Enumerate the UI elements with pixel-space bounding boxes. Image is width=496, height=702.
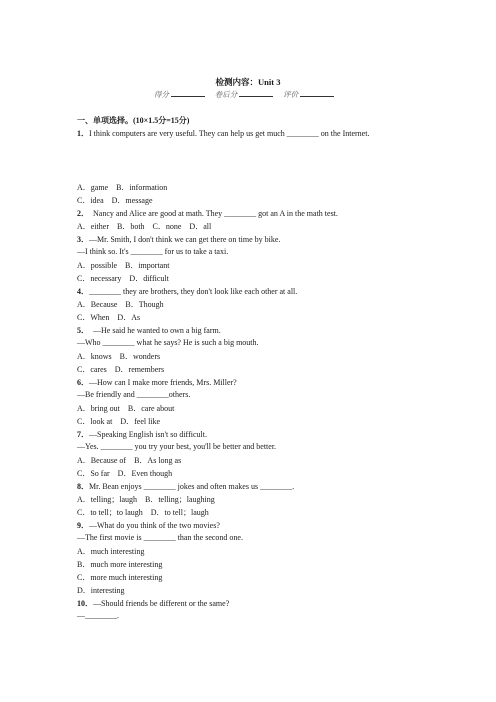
question-text: —Speaking English isn't so difficult.	[89, 430, 207, 439]
question-line	[77, 507, 209, 518]
question-stem	[77, 325, 221, 336]
question-line	[77, 572, 162, 583]
question-text: A．knows B．wonders	[77, 352, 161, 361]
question-text: Mr. Bean enjoys ________ jokes and often makes us ________.	[89, 482, 295, 491]
score-label: 得分	[153, 90, 169, 99]
question-text: ________ they are brothers, they don't look like each other at all.	[89, 287, 298, 296]
question-line	[77, 221, 211, 232]
question-line	[77, 351, 160, 362]
question-line	[77, 585, 125, 596]
question-text: A．telling；laugh B．telling；laughing	[77, 495, 215, 504]
question-line	[77, 247, 228, 256]
score-blank	[171, 89, 205, 97]
question-text: Nancy and Alice are good at math. They ________ got an A in the math test.	[85, 209, 338, 218]
question-text: —Mr. Smith, I don't think we can get there on time by bike.	[89, 235, 281, 244]
after-score-label: 卷后分	[214, 90, 238, 99]
question-text: —He said he wanted to own a big farm.	[85, 326, 221, 335]
question-number: 6．	[77, 378, 89, 387]
question-line	[77, 403, 174, 414]
question-text: A．game B．information	[77, 183, 168, 192]
question-stem	[77, 481, 294, 492]
question-stem	[77, 234, 280, 245]
question-number: 5．	[77, 326, 85, 335]
question-line	[77, 494, 215, 505]
question-line	[77, 299, 164, 310]
page-title: 检测内容：Unit 3	[215, 77, 281, 87]
question-number: 8．	[77, 482, 89, 491]
question-number: 4．	[77, 287, 89, 296]
question-text: —I think so. It's ________ for us to take a taxi.	[77, 247, 229, 256]
question-text: —Be friendly and ________others.	[77, 390, 191, 399]
question-text: A．either B．both C．none D．all	[77, 222, 212, 231]
question-text: —Yes. ________ you try your best, you'll be better and better.	[77, 442, 277, 451]
question-stem	[77, 208, 338, 219]
question-stem	[77, 598, 229, 609]
question-line	[77, 468, 172, 479]
question-text: C．When D．As	[77, 313, 141, 322]
question-text: —Who ________ what he says? He is such a big mouth.	[77, 338, 259, 347]
after-score-blank	[239, 89, 273, 97]
question-number: 2．	[77, 209, 85, 218]
question-text: A．much interesting	[77, 547, 145, 556]
question-line	[77, 273, 169, 284]
question-text: C．look at D．feel like	[77, 417, 161, 426]
question-line	[77, 260, 169, 271]
question-text: —The first movie is ________ than the second one.	[77, 533, 243, 542]
question-line	[77, 416, 160, 427]
question-text: A．Because of B．As long as	[77, 456, 182, 465]
question-number: 9．	[77, 521, 89, 530]
question-text: D．interesting	[77, 586, 125, 595]
question-stem	[77, 377, 237, 388]
review-blank	[300, 89, 334, 97]
question-text: —Should friends be different or the same?	[93, 599, 230, 608]
question-text: —How can I make more friends, Mrs. Miller?	[89, 378, 237, 387]
question-number: 7．	[77, 430, 89, 439]
question-number: 1．	[77, 129, 89, 138]
question-stem	[77, 520, 220, 531]
question-text: A．bring out B．care about	[77, 404, 175, 413]
question-line	[77, 195, 153, 206]
question-text: C．necessary D．difficult	[77, 274, 169, 283]
review-label: 评价	[283, 90, 299, 99]
question-text: I think computers are very useful. They can help us get much ________ on the Internet.	[89, 129, 370, 138]
question-text: A．possible B．important	[77, 261, 170, 270]
question-number: 3．	[77, 235, 89, 244]
question-line	[77, 546, 144, 557]
question-line	[77, 455, 181, 466]
question-text: —________.	[77, 611, 119, 620]
score-bar	[0, 89, 496, 100]
question-number: 10．	[77, 599, 93, 608]
question-stem	[77, 128, 369, 139]
question-text: C．So far D．Even though	[77, 469, 173, 478]
question-text: —What do you think of the two movies?	[89, 521, 220, 530]
question-text: A．Because B．Though	[77, 300, 164, 309]
section-heading: 一、单项选择。(10×1.5分=15分)	[77, 116, 190, 125]
question-line	[77, 338, 259, 347]
question-line	[77, 390, 190, 399]
question-line	[77, 611, 119, 620]
question-text: C．to tell；to laugh D．to tell；laugh	[77, 508, 209, 517]
question-line	[77, 559, 162, 570]
question-text: C．more much interesting	[77, 573, 163, 582]
question-line	[77, 182, 167, 193]
question-stem	[77, 429, 207, 440]
question-text: C．cares D．remembers	[77, 365, 165, 374]
question-line	[77, 533, 243, 542]
question-line	[77, 312, 140, 323]
question-line	[77, 364, 164, 375]
question-text: C．idea D．message	[77, 196, 153, 205]
question-text: B．much more interesting	[77, 560, 163, 569]
question-line	[77, 442, 276, 451]
question-stem	[77, 286, 297, 297]
